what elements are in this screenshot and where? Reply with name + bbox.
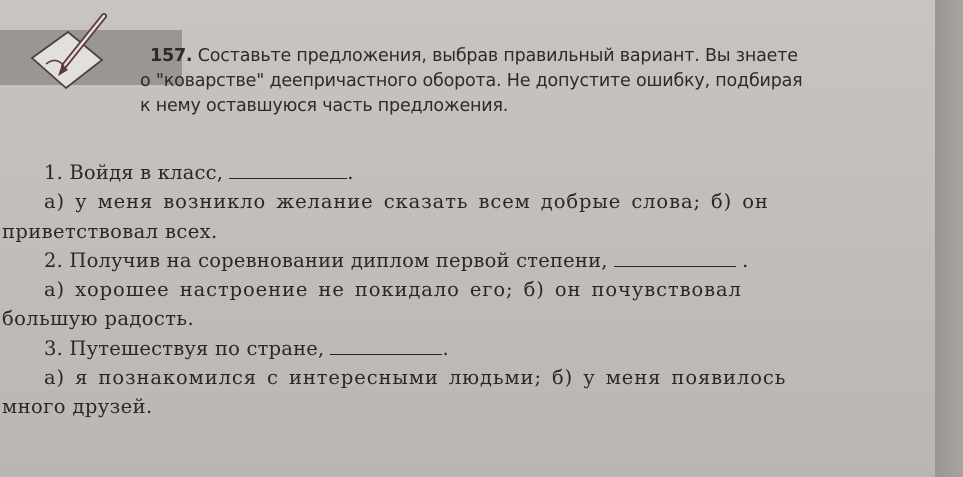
- answer-options-2-cont: большую радость.: [2, 307, 195, 331]
- header-line-1: 157. Составьте предложения, выбрав правильный вариант. Вы знаете: [150, 46, 798, 66]
- exercise-number: 157.: [150, 46, 193, 66]
- question-1: 1. Войдя в класс, .: [44, 161, 354, 184]
- header-line-3: к нему оставшуюся часть предложения.: [140, 96, 509, 116]
- exercise-header: [140, 44, 940, 119]
- answer-options-2: а) хорошее настроение не покидало его; б) он почувствовал: [44, 278, 742, 302]
- header-line-2: о "коварстве" деепричастного оборота. Не допустите ошибку, подбирая: [140, 71, 803, 91]
- answer-blank-1: [229, 160, 347, 179]
- answer-blank-2: [614, 248, 736, 267]
- exercise-body: [0, 158, 935, 422]
- answer-options-1: а) у меня возникло желание сказать всем добрые слова; б) он: [44, 190, 769, 214]
- answer-blank-3: [330, 336, 442, 355]
- question-3: 3. Путешествуя по стране, .: [44, 336, 449, 360]
- answer-options-3: а) я познакомился с интересными людьми; б) у меня появилось: [44, 366, 787, 390]
- answer-options-1-cont: приветствовал всех.: [2, 219, 218, 243]
- answer-options-3-cont: много друзей.: [2, 395, 153, 419]
- pencil-paper-icon: [18, 8, 128, 98]
- question-2: 2. Получив на соревновании диплом первой степени, .: [44, 248, 749, 272]
